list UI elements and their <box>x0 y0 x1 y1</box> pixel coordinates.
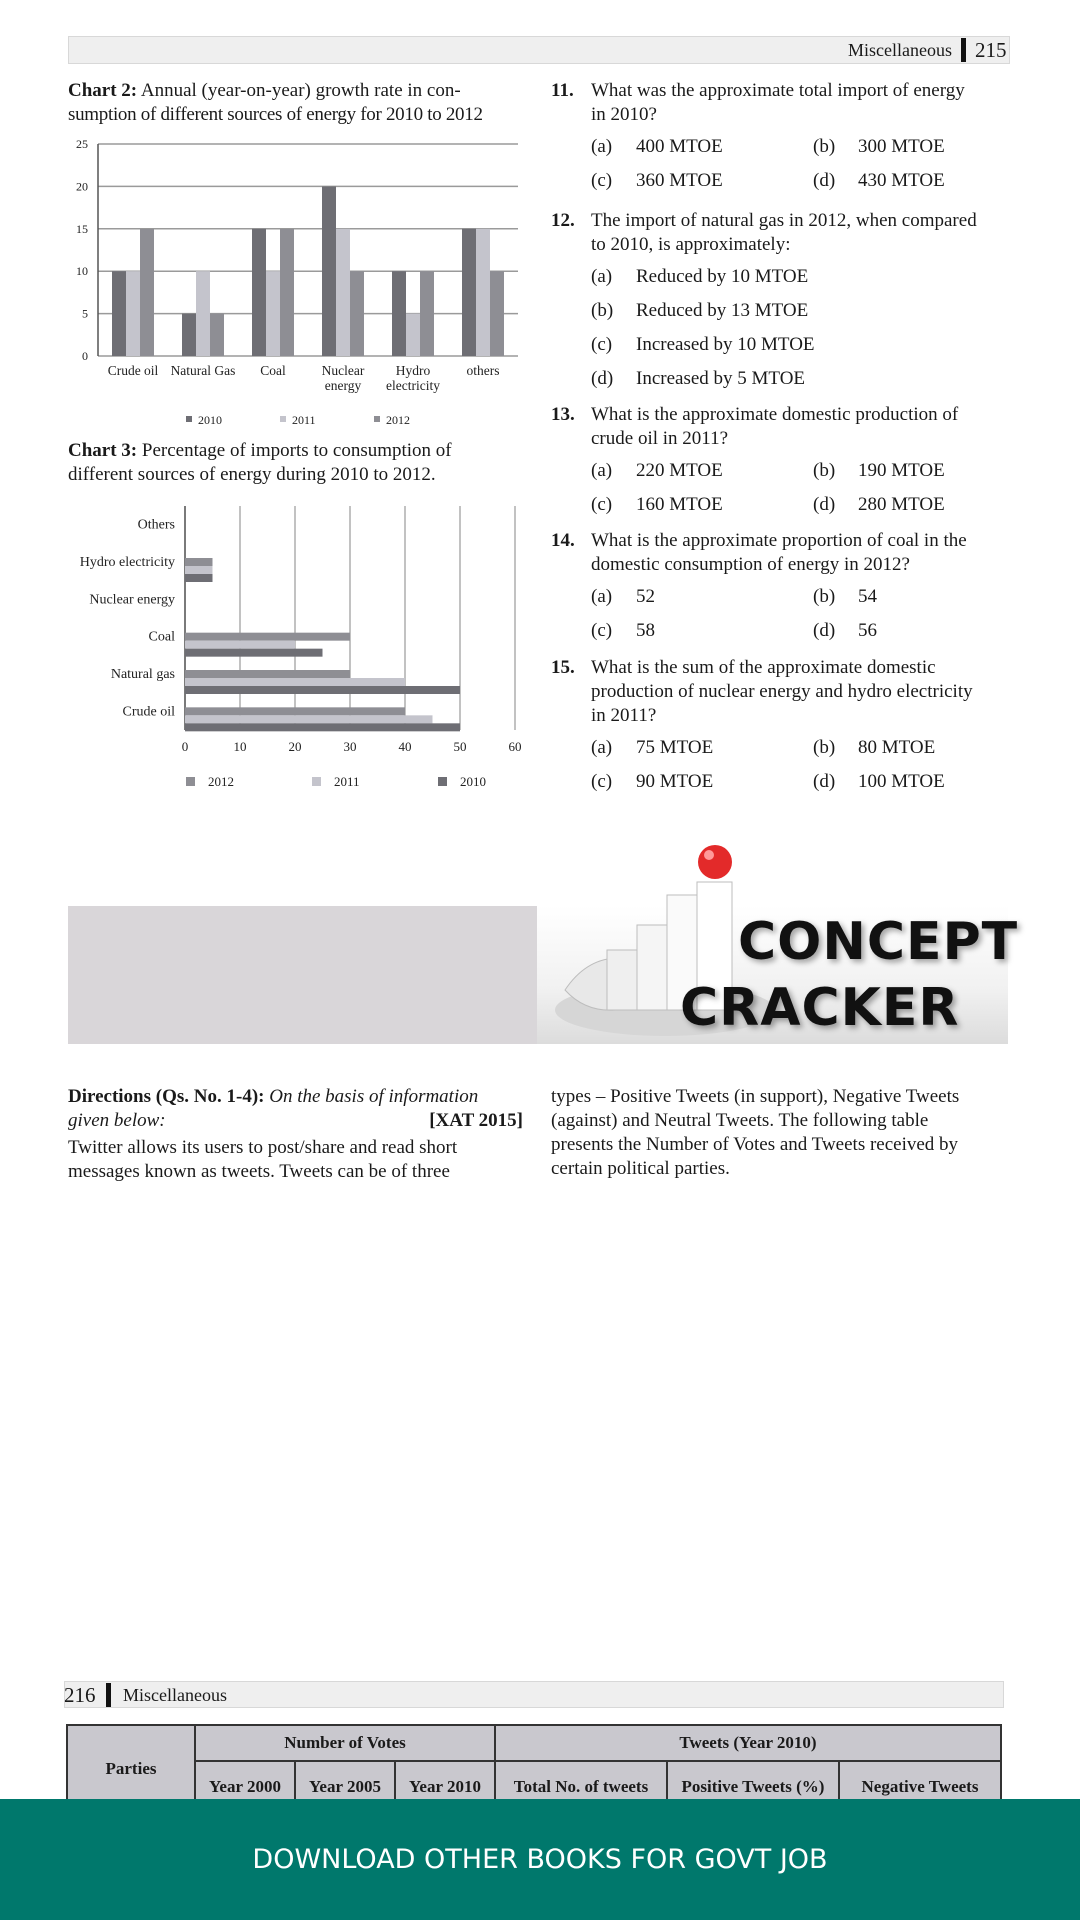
question-number: 11. <box>551 80 574 101</box>
col-tweets-2010: Tweets (Year 2010) <box>495 1725 1001 1761</box>
question-text-line: domestic consumption of energy in 2012? <box>591 554 910 575</box>
directions-para-right-4: certain political parties. <box>551 1158 730 1179</box>
question-text-line: to 2010, is approximately: <box>591 234 791 255</box>
banner-word-concept: CONCEPT <box>738 912 1019 972</box>
directions-para-right-1: types – Positive Tweets (in support), Negative Tweets <box>551 1086 960 1107</box>
page-number: 215 <box>975 38 1007 62</box>
option-label: (d) <box>813 620 836 641</box>
chart3-xtick-label: 30 <box>343 739 357 754</box>
chart3-category-label: Crude oil <box>122 704 175 720</box>
question-text-line: crude oil in 2011? <box>591 428 729 449</box>
option-text: 54 <box>858 586 877 607</box>
chart2-bar-2012 <box>140 229 154 356</box>
option-label: (a) <box>591 266 613 287</box>
col-year-2005: Year 2005 <box>295 1761 395 1799</box>
chart2-legend-swatch <box>280 416 286 422</box>
chart3-bar-2011 <box>185 678 405 686</box>
option-text: 75 MTOE <box>636 737 714 758</box>
chart2-title-label: Chart 2: <box>68 80 138 101</box>
chart3-title <box>68 439 523 487</box>
chart3-category-label: Nuclear energy <box>89 592 175 608</box>
download-books-button[interactable] <box>0 1799 1080 1920</box>
chart2-legend-label: 2011 <box>292 413 316 427</box>
chart2-bar-2011 <box>406 314 420 356</box>
chart2-legend-label: 2010 <box>198 413 222 427</box>
option-text: 280 MTOE <box>858 494 945 515</box>
option-label: (b) <box>813 586 836 607</box>
chart2-bar-2010 <box>182 314 196 356</box>
question-text-line: in 2011? <box>591 705 657 726</box>
chart2-category-label: Natural Gas <box>170 363 236 378</box>
chart3-bar-2012 <box>185 670 350 678</box>
option-text: 52 <box>636 586 655 607</box>
option-label: (c) <box>591 620 613 641</box>
chart2-ytick-label: 5 <box>82 306 88 321</box>
directions-para-right-2: (against) and Neutral Tweets. The following table <box>551 1110 929 1131</box>
chart2-category-label: Crude oil <box>107 363 159 378</box>
chart2-category-label: Hydro <box>395 363 431 378</box>
question-text-line: What is the sum of the approximate domestic <box>591 657 936 678</box>
chart2-ytick-label: 20 <box>76 179 88 194</box>
votes-table-wrap <box>66 1724 1002 1799</box>
chart2-legend-label: 2012 <box>386 413 410 427</box>
option-label: (c) <box>591 771 613 792</box>
option-text: 190 MTOE <box>858 460 945 481</box>
option-text: Increased by 10 MTOE <box>636 334 815 355</box>
chart2-legend-swatch <box>186 416 192 422</box>
question-text-line: What was the approximate total import of energy <box>591 80 965 101</box>
chart2-title-line1: Annual (year-on-year) growth rate in con- <box>140 80 461 101</box>
chart3-legend-swatch <box>312 777 321 786</box>
option-label: (b) <box>813 136 836 157</box>
option-label: (c) <box>591 494 613 515</box>
chart3-xtick-label: 60 <box>508 739 522 754</box>
chart2-bar-2010 <box>252 229 266 356</box>
chart2-category-label: others <box>466 363 500 378</box>
directions-para-left-1: Twitter allows its users to post/share and read short <box>68 1137 458 1158</box>
page2-header-divider <box>106 1683 111 1707</box>
chart2-category-label: Coal <box>260 363 286 378</box>
chart2-bar-2011 <box>196 271 210 356</box>
chart2-ytick-label: 0 <box>82 349 88 363</box>
chart3-bar-2012 <box>185 707 405 715</box>
option-label: (d) <box>591 368 614 389</box>
directions-para-right-3: presents the Number of Votes and Tweets received by <box>551 1134 959 1155</box>
question-text-line: What is the approximate proportion of coal in the <box>591 530 967 551</box>
option-text: 220 MTOE <box>636 460 723 481</box>
chart2-bar-2012 <box>280 229 294 356</box>
option-label: (b) <box>591 300 614 321</box>
chart3-xtick-label: 20 <box>288 739 302 754</box>
chart3-category-label: Natural gas <box>110 667 175 682</box>
option-text: 56 <box>858 620 877 641</box>
red-ball-icon <box>698 845 732 879</box>
chart2-bar-chart <box>60 134 530 434</box>
download-books-label: DOWNLOAD OTHER BOOKS FOR GOVT JOB <box>252 1844 828 1875</box>
chart3-legend-label: 2011 <box>334 774 360 789</box>
option-text: Increased by 5 MTOE <box>636 368 806 389</box>
chart2-bar-2011 <box>336 229 350 356</box>
question-number: 13. <box>551 404 575 425</box>
question-text-line: What is the approximate domestic production of <box>591 404 959 425</box>
chart3-xtick-label: 40 <box>398 739 412 754</box>
chart2-bar-2012 <box>420 271 434 356</box>
col-parties: Parties <box>67 1725 195 1799</box>
option-text: Reduced by 13 MTOE <box>636 300 809 321</box>
directions-para-left-2: messages known as tweets. Tweets can be of three <box>68 1161 450 1182</box>
option-label: (b) <box>813 737 836 758</box>
chart3-category-label: Others <box>137 517 175 533</box>
chart2-bar-2010 <box>322 186 336 356</box>
option-label: (d) <box>813 494 836 515</box>
chart3-bar-2011 <box>185 641 295 649</box>
chart3-category-label: Hydro electricity <box>79 555 175 570</box>
chart3-bar-2012 <box>185 558 213 566</box>
chart3-bar-2011 <box>185 715 433 723</box>
col-year-2000: Year 2000 <box>195 1761 295 1799</box>
chart2-bar-2010 <box>462 229 476 356</box>
page2-number: 216 <box>64 1683 96 1707</box>
chart2-bar-2011 <box>476 229 490 356</box>
option-label: (c) <box>591 170 613 191</box>
chart2-bar-2010 <box>112 271 126 356</box>
option-label: (d) <box>813 771 836 792</box>
chart3-legend-label: 2010 <box>460 774 486 789</box>
col-total-tweets: Total No. of tweets <box>495 1761 667 1799</box>
chart3-bar-2010 <box>185 686 460 694</box>
chart2-category-label: energy <box>324 378 362 393</box>
question-text-line: The import of natural gas in 2012, when compared <box>591 210 977 231</box>
directions-left <box>68 1085 523 1184</box>
chart3-xtick-label: 0 <box>181 739 189 754</box>
question-number: 14. <box>551 530 575 551</box>
chart3-bar-2011 <box>185 566 213 574</box>
chart2-ytick-label: 10 <box>76 264 88 279</box>
chart2-legend-swatch <box>374 416 380 422</box>
page-header-divider <box>961 38 966 62</box>
chart2-bar-2010 <box>392 271 406 356</box>
option-text: 300 MTOE <box>858 136 945 157</box>
directions-italic-2: given below: <box>68 1110 166 1131</box>
chart2-ytick-label: 25 <box>76 137 88 151</box>
chart2-category-label: Nuclear <box>321 363 365 378</box>
option-text: 90 MTOE <box>636 771 714 792</box>
option-label: (a) <box>591 460 613 481</box>
chart3-title-line2: different sources of energy during 2010 to 2012. <box>68 464 436 485</box>
option-label: (b) <box>813 460 836 481</box>
chart3-category-label: Coal <box>148 629 175 645</box>
option-text: Reduced by 10 MTOE <box>636 266 809 287</box>
col-negative-tweets: Negative Tweets <box>839 1761 1001 1799</box>
chart3-bar-2010 <box>185 649 323 657</box>
option-text: 360 MTOE <box>636 170 723 191</box>
chart3-title-label: Chart 3: <box>68 440 138 461</box>
directions-label: Directions (Qs. No. 1-4): <box>68 1086 265 1107</box>
chart2-ytick-label: 15 <box>76 221 88 236</box>
col-positive-tweets: Positive Tweets (%) <box>667 1761 839 1799</box>
chart2-title <box>68 79 523 127</box>
chart3-title-line1: Percentage of imports to consumption of <box>141 440 452 461</box>
chart2-category-label: electricity <box>386 378 440 393</box>
question-text-line: in 2010? <box>591 104 657 125</box>
option-text: 58 <box>636 620 655 641</box>
option-text: 430 MTOE <box>858 170 945 191</box>
chart3-hbar-chart <box>60 498 530 800</box>
option-label: (d) <box>813 170 836 191</box>
directions-right <box>551 1085 1006 1181</box>
chart2-bar-2012 <box>350 271 364 356</box>
directions-source: [XAT 2015] <box>429 1110 523 1131</box>
option-label: (a) <box>591 586 613 607</box>
question-text-line: production of nuclear energy and hydro electricity <box>591 681 973 702</box>
question-number: 12. <box>551 210 575 231</box>
question-number: 15. <box>551 657 575 678</box>
option-text: 160 MTOE <box>636 494 723 515</box>
directions-italic: On the basis of information <box>269 1086 479 1107</box>
col-number-of-votes: Number of Votes <box>195 1725 495 1761</box>
banner-word-cracker: CRACKER <box>680 978 960 1038</box>
chart2-bar-2012 <box>210 314 224 356</box>
chart2-bar-2011 <box>126 271 140 356</box>
chart3-legend-label: 2012 <box>208 774 234 789</box>
chart3-bar-2012 <box>185 633 350 641</box>
option-text: 400 MTOE <box>636 136 723 157</box>
votes-table <box>66 1724 1002 1799</box>
option-label: (a) <box>591 136 613 157</box>
option-label: (c) <box>591 334 613 355</box>
page2-header-section: Miscellaneous <box>123 1685 227 1705</box>
chart2-bar-2011 <box>266 271 280 356</box>
option-label: (a) <box>591 737 613 758</box>
option-text: 100 MTOE <box>858 771 945 792</box>
chart3-bar-2010 <box>185 723 460 731</box>
option-text: 80 MTOE <box>858 737 936 758</box>
chart3-bar-2010 <box>185 574 213 582</box>
col-year-2010: Year 2010 <box>395 1761 495 1799</box>
chart3-legend-swatch <box>186 777 195 786</box>
page-header-section: Miscellaneous <box>848 40 952 60</box>
chart2-bar-2012 <box>490 271 504 356</box>
chart3-xtick-label: 10 <box>233 739 247 754</box>
chart3-xtick-label: 50 <box>453 739 467 754</box>
chart2-title-line2: sumption of different sources of energy for 2010 to 2012 <box>68 104 483 125</box>
chart3-legend-swatch <box>438 777 447 786</box>
